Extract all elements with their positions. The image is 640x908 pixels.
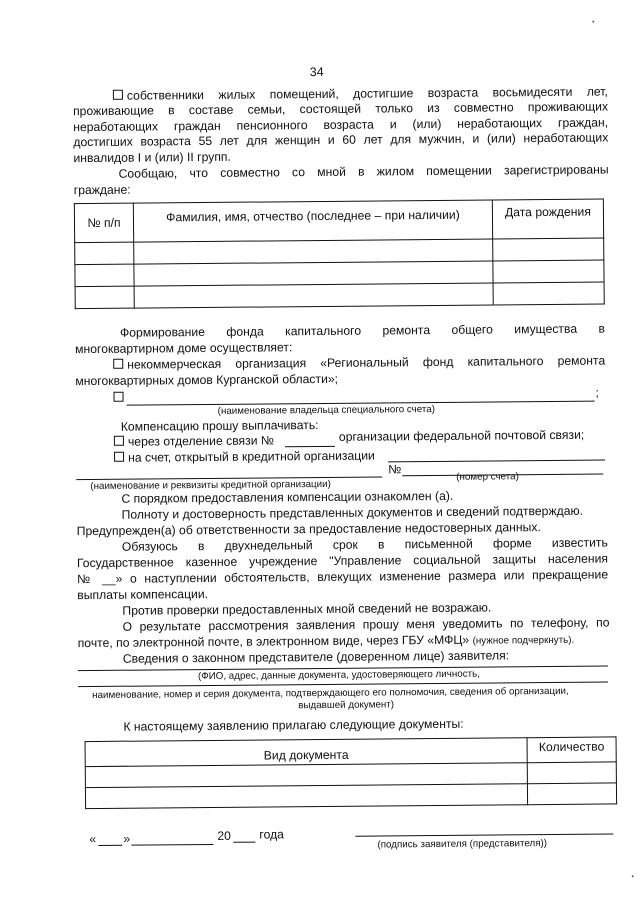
checkbox-owners[interactable] xyxy=(113,90,123,100)
date-open-quote: « xyxy=(89,831,97,847)
notify-note: (нужное подчеркнуть). xyxy=(472,634,575,647)
obligation-line-2: Государственное казенное учреждение "Управление социальной защиты населения xyxy=(76,551,609,571)
bank-number-label: № xyxy=(388,462,402,477)
header-doc-type: Вид документа xyxy=(85,738,527,767)
date-year-field[interactable] xyxy=(233,842,255,843)
obligation-statement: Обязуюсь в двухнедельный срок в письменной форме известить xyxy=(121,535,608,554)
page-number: 34 xyxy=(309,64,324,80)
header-quantity: Количество xyxy=(527,737,616,763)
option-special-account xyxy=(113,391,127,407)
scan-speck xyxy=(632,875,634,877)
representative-caption-1: (ФИО, адрес, данные документа, удостоверяющего личность, xyxy=(197,668,480,683)
option-noncommercial: некоммерческая организация «Региональный фонд капитального ремонта xyxy=(113,354,605,374)
table-row[interactable] xyxy=(85,783,616,809)
header-birth: Дата рождения xyxy=(492,199,603,239)
no-objection-statement: Против проверки предоставленных мной сведений не возражаю. xyxy=(122,600,492,618)
date-day-field[interactable] xyxy=(98,845,122,846)
option-noncommercial-cont: многоквартирных домов Курганской области»; xyxy=(75,371,339,389)
compensation-request: Компенсацию прошу выплачивать: xyxy=(120,418,319,434)
checkbox-special-account[interactable] xyxy=(113,392,123,402)
representative-label: Сведения о законном представителе (доверенном лице) заявителя: xyxy=(122,648,510,666)
registered-intro-cont: граждане: xyxy=(73,182,131,198)
notify-line-2: почте, по электронной почте, в электронном виде, через ГБУ «МФЦ» (нужное подчеркнуть). xyxy=(77,632,575,651)
special-account-semicolon: ; xyxy=(595,385,599,400)
acquainted-statement: С порядком предоставления компенсации ознакомлен (а). xyxy=(121,488,454,506)
option-owners-last: инвалидов I и (или) II групп. xyxy=(73,149,231,166)
header-name: Фамилия, имя, отчество (последнее – при наличии) xyxy=(133,200,492,242)
notify-statement: О результате рассмотрения заявления прошу меня уведомить по телефону, по xyxy=(122,615,610,634)
date-century: 20 xyxy=(217,828,231,843)
checkbox-post[interactable] xyxy=(114,436,124,446)
residents-table xyxy=(74,199,605,310)
representative-caption-3: выдавшей документ) xyxy=(298,699,395,712)
checkbox-noncommercial[interactable] xyxy=(113,359,123,369)
warning-statement: Предупрежден(а) об ответственности за предоставление недостоверных данных. xyxy=(76,520,541,539)
checkbox-bank[interactable] xyxy=(114,452,124,462)
scan-speck xyxy=(592,21,594,23)
option-post-after: организации федеральной почтовой связи; xyxy=(338,427,585,444)
signature-caption: (подпись заявителя (представителя)) xyxy=(377,838,548,851)
fund-paragraph-cont: многоквартирном доме осуществляет: xyxy=(75,340,293,357)
option-bank: на счет, открытый в кредитной организации xyxy=(114,449,375,467)
confirm-statement: Полноту и достоверность представленных документов и сведений подтверждаю. xyxy=(121,503,584,522)
fund-paragraph: Формирование фонда капитального ремонта общего имущества в xyxy=(119,321,606,340)
date-close-quote: » xyxy=(123,831,131,846)
date-year-word: года xyxy=(259,827,284,842)
account-number-caption: (номер счета) xyxy=(456,471,519,483)
post-office-number-field[interactable] xyxy=(285,446,335,447)
attach-label: К настоящему заявлению прилагаю следующие документы: xyxy=(123,716,464,734)
bank-name-field[interactable] xyxy=(388,460,605,463)
bank-name-caption: (наименование и реквизиты кредитной организации) xyxy=(90,478,331,493)
signature-field[interactable] xyxy=(355,833,613,836)
obligation-line-4: выплаты компенсации. xyxy=(77,586,209,603)
date-month-field[interactable] xyxy=(131,844,213,846)
option-post: через отделение связи № xyxy=(114,433,274,450)
residents-header-row xyxy=(74,199,603,243)
table-row[interactable] xyxy=(75,282,604,309)
special-account-caption: (наименование владельца специального счета) xyxy=(217,403,436,417)
option-owners: собственники жилых помещений, достигшие возраста восьмидесяти лет, проживающие в составе семьи, состоящей только из совместно проживающих неработающих граждан пенсионного возраста и (или) неработающих граждан, достигших возраста 55 лет для женщин и 60 лет для мужчин, и (или) неработающих xyxy=(72,84,609,150)
documents-table xyxy=(85,736,618,809)
registered-intro: Сообщаю, что совместно со мной в жилом помещении зарегистрированы xyxy=(118,162,609,181)
representative-caption-2: наименование, номер и серия документа, подтверждающего его полномочия, сведения об организации, xyxy=(92,685,569,701)
obligation-line-3: № __» о наступлении обстоятельств, влекущих изменение размера или прекращение xyxy=(77,567,609,587)
header-num: № п/п xyxy=(74,203,133,243)
